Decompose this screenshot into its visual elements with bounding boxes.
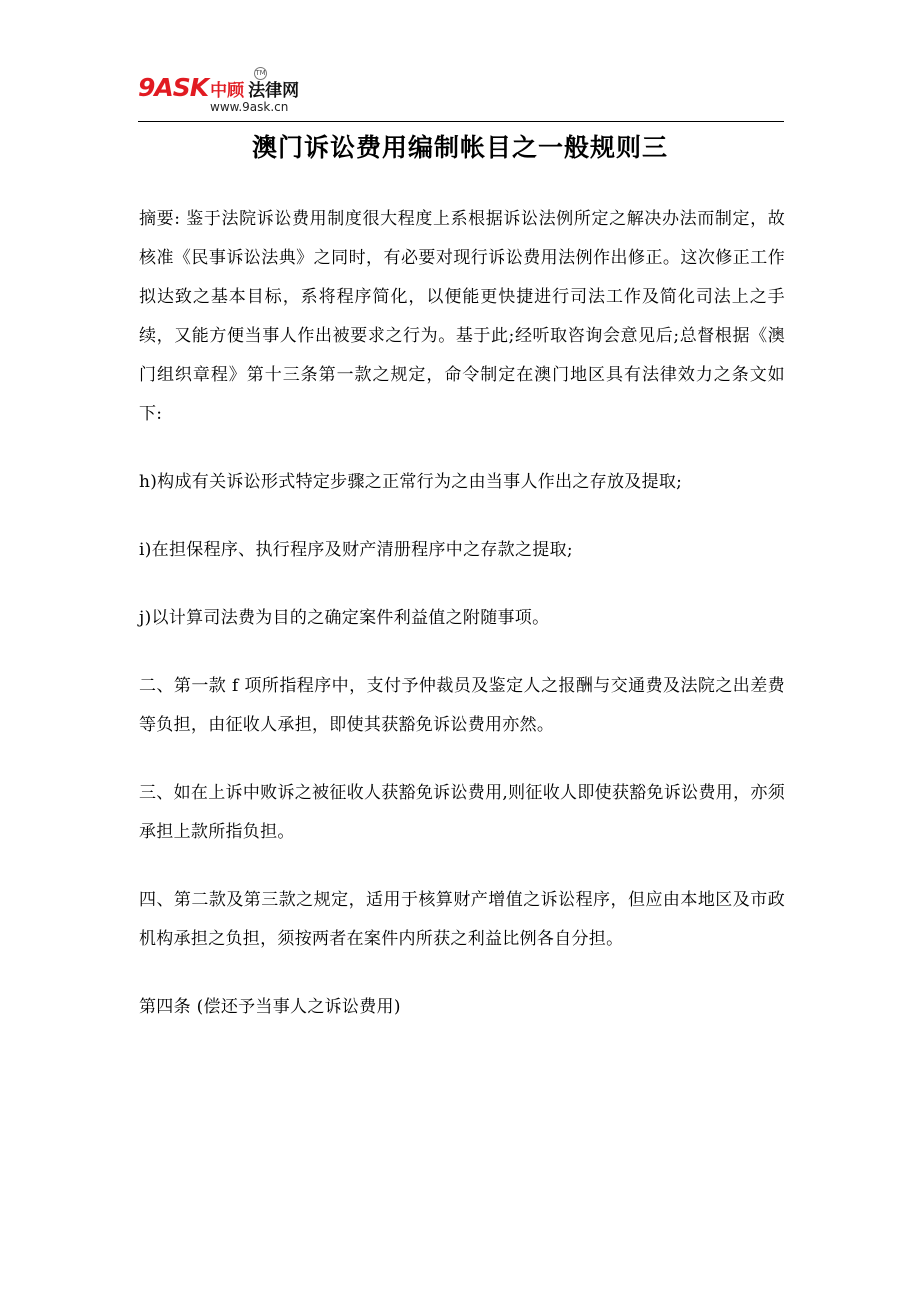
logo-url: www.9ask.cn (210, 100, 289, 114)
paragraph-abstract: 摘要: 鉴于法院诉讼费用制度很大程度上系根据诉讼法例所定之解决办法而制定，故核准《民事诉讼法典》之同时，有必要对现行诉讼费用法例作出修正。这次修正工作拟达致之基本目标，系将程序简化，以便能更快捷进行司法工作及简化司法上之手续，又能方便当事人作出被要求之行为。基于此;经听取咨询会意见后;总督根据《澳门组织章程》第十三条第一款之规定，命令制定在澳门地区具有法律效力之条文如下: (139, 209, 785, 424)
paragraph-item-h: h)构成有关诉讼形式特定步骤之正常行为之由当事人作出之存放及提取; (139, 472, 683, 492)
page-header (138, 70, 784, 120)
logo-wordmark (138, 74, 299, 102)
header-divider (138, 121, 784, 122)
paragraph-item-j: j)以计算司法费为目的之确定案件利益值之附随事项。 (139, 608, 550, 628)
paragraph-item-i: i)在担保程序、执行程序及财产清册程序中之存款之提取; (139, 540, 573, 560)
paragraph-clause-2: 二、第一款 f 项所指程序中，支付予仲裁员及鉴定人之报酬与交通费及法院之出差费等负担，由征收人承担，即使其获豁免诉讼费用亦然。 (139, 676, 785, 735)
logo-brand-text: 9ASK (138, 73, 209, 102)
paragraph-clause-3: 三、如在上诉中败诉之被征收人获豁免诉讼费用,则征收人即使获豁免诉讼费用，亦须承担上款所指负担。 (139, 783, 785, 842)
logo-site-text: 法律网 (248, 81, 300, 101)
site-logo[interactable] (138, 70, 358, 116)
paragraph-article-4-heading: 第四条 (偿还予当事人之诉讼费用) (139, 997, 401, 1017)
logo-zhonggu-text: 中顾 (210, 81, 245, 101)
trademark-icon: TM (254, 67, 267, 80)
document-body (139, 200, 785, 1056)
paragraph-clause-4: 四、第二款及第三款之规定，适用于核算财产增值之诉讼程序，但应由本地区及市政机构承担之负担，须按两者在案件内所获之利益比例各自分担。 (139, 890, 785, 949)
document-title: 澳门诉讼费用编制帐目之一般规则三 (251, 133, 668, 162)
